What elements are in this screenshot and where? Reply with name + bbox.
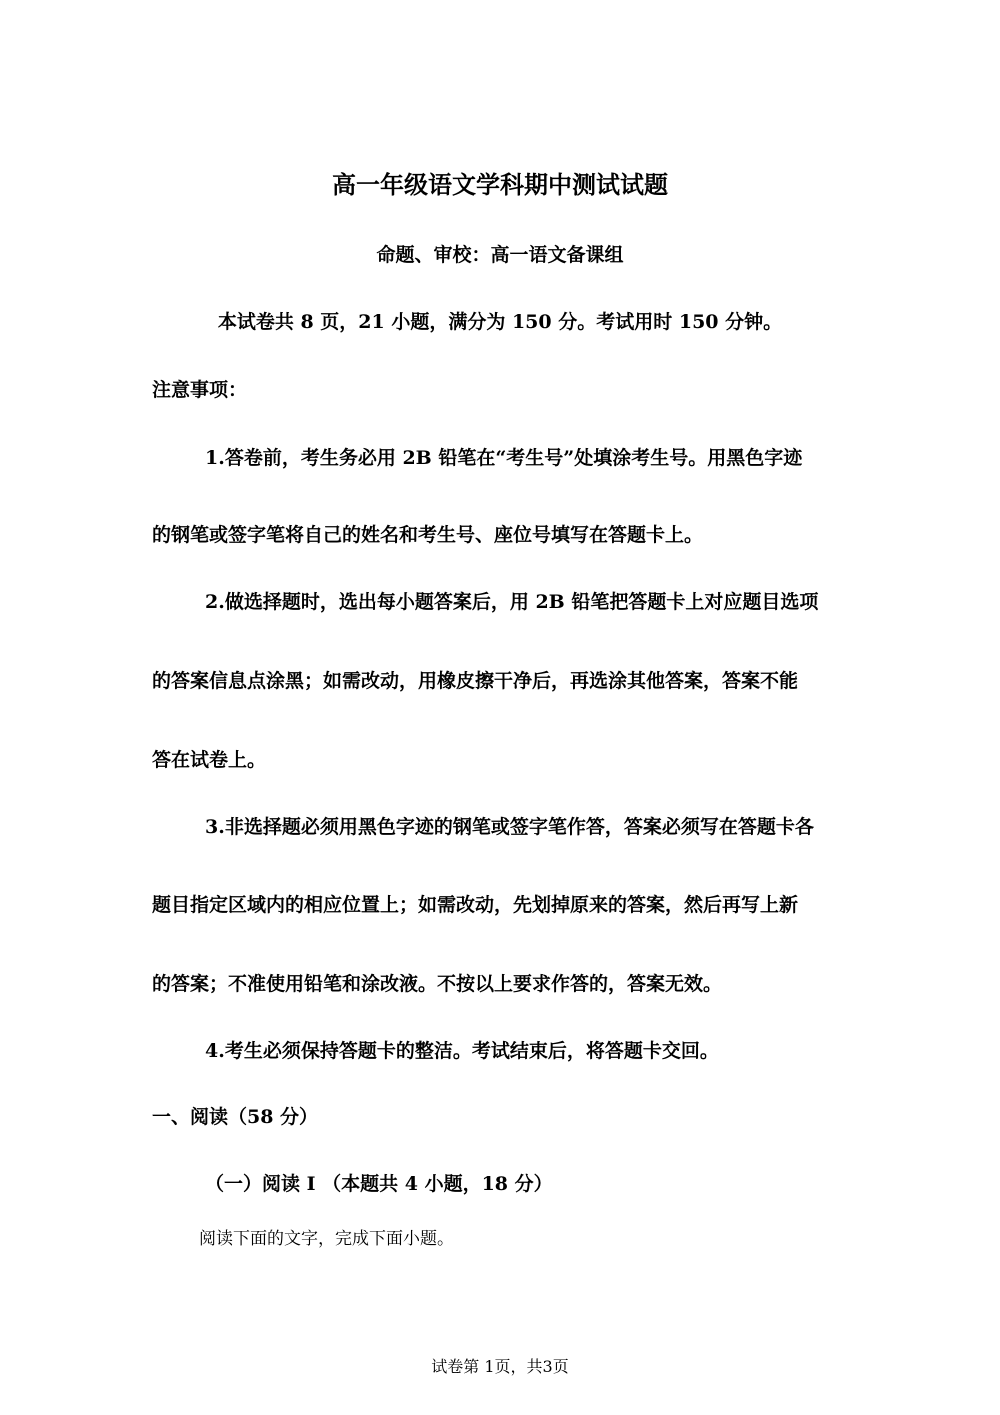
notice-2-line-3: 答在试卷上。 (152, 749, 267, 771)
subsection-heading: （一）阅读 I （本题共 4 小题，18 分） (205, 1173, 553, 1195)
page-footer: 试卷第 1页，共3页 (431, 1357, 569, 1376)
reading-instruction: 阅读下面的文字，完成下面小题。 (199, 1229, 454, 1249)
notice-1-line-2: 的钢笔或签字笔将自己的姓名和考生号、座位号填写在答题卡上。 (152, 524, 704, 546)
notice-2-line-2: 的答案信息点涂黑；如需改动，用橡皮擦干净后，再选涂其他答案，答案不能 (152, 670, 799, 692)
notice-3-line-3: 的答案；不准使用铅笔和涂改液。不按以上要求作答的，答案无效。 (152, 973, 723, 995)
notice-4-line-1: 4.考生必须保持答题卡的整洁。考试结束后，将答题卡交回。 (205, 1040, 719, 1062)
exam-title: 高一年级语文学科期中测试试题 (332, 170, 668, 199)
exam-setter: 命题、审校：高一语文备课组 (376, 244, 624, 266)
notice-3-line-1: 3.非选择题必须用黑色字迹的钢笔或签字笔作答，答案必须写在答题卡各 (205, 816, 814, 838)
notice-1-line-1: 1.答卷前，考生务必用 2B 铅笔在“考生号”处填涂考生号。用黑色字迹 (205, 447, 803, 469)
notice-3-line-2: 题目指定区域内的相应位置上；如需改动，先划掉原来的答案，然后再写上新 (152, 894, 799, 916)
notice-heading: 注意事项： (152, 379, 248, 401)
notice-2-line-1: 2.做选择题时，选出每小题答案后，用 2B 铅笔把答题卡上对应题目选项 (205, 591, 819, 613)
section-heading: 一、阅读（58 分） (152, 1106, 319, 1128)
exam-info: 本试卷共 8 页，21 小题，满分为 150 分。考试用时 150 分钟。 (217, 311, 783, 333)
